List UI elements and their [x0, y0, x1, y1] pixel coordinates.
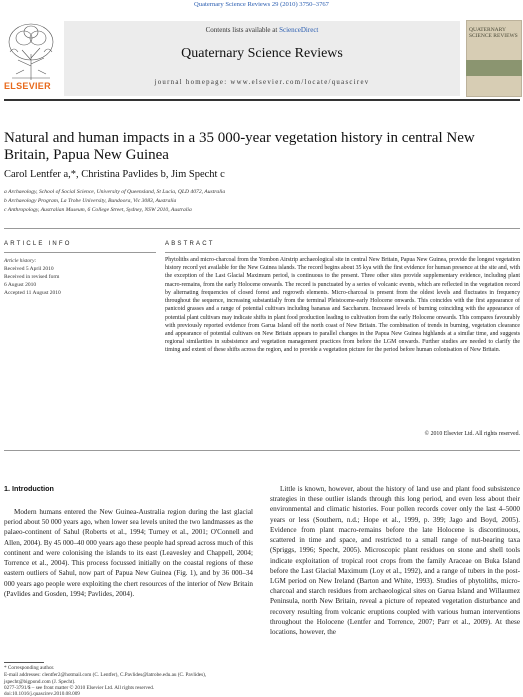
- doi-link[interactable]: doi:10.1016/j.quascirev.2010.08.009: [4, 691, 80, 697]
- affiliation-a: a Archaeology, School of Social Science, University of Queensland, St Lucia, QLD 4072, Australia: [4, 189, 226, 195]
- cover-title: QUATERNARY SCIENCE REVIEWS: [469, 27, 518, 39]
- section-heading-introduction: 1. Introduction: [4, 484, 54, 493]
- history-line: Accepted 11 August 2010: [4, 290, 61, 296]
- elsevier-tree-logo: [4, 20, 59, 82]
- affiliation-b: b Archaeology Program, La Trobe University, Bundoora, Vic 3083, Australia: [4, 198, 177, 204]
- journal-title: Quaternary Science Reviews: [181, 46, 343, 61]
- history-line: Received 5 April 2010: [4, 266, 54, 272]
- email-addresses[interactable]: E-mail addresses: clentfer2@hotmail.com (C. Lentfer), C.Pavlides@latrobe.edu.au (C. Pavlides), jspecht@bigpond.com (J. Specht).: [4, 672, 207, 685]
- history-label: Article history:: [4, 258, 37, 264]
- history-line: 6 August 2010: [4, 282, 37, 288]
- abstract-text: Phytoliths and micro-charcoal from the Yombon Airstrip archaeological site in central New Britain, Papua New Guinea, provide the longest vegetation history record yet available for the New Guinea islands. The record begins about 35 kya with the first evidence for human presence at the site and, with the exception of the Last Glacial Maximum period, is continuous to the present. Three other sites provide supplementary evidence, including plant macro-remains, from the early Holocene onwards. The record is punctuated by a series of volcanic events, which are reflected in the vegetation record by alternating frequencies of closed forest and regrowth elements. Micro-charcoal is present from the oldest levels and fluctuates in frequency throughout the sequence, increasing substantially from the terminal Pleistocene-early Holocene onwards. This coincides with the first appearance of panicoid grasses and a range of potential cultivars including bananas and Saccharum. Increased levels of burning coinciding with the appearance of potential plant cultivars may indicate shifts in plant food production leading to cultivation from the early Holocene onwards. This compares favourably with previously reported evidence from Garua Island off the north coast of New Britain. The combination of trends in burning, vegetation clearance and appearance of potential cultivars on New Britain appears to parallel changes in the Papua New Guinea highlands at a similar time, and suggests regional similarities in subsistence and vegetation management practices from before the LGM onwards. Further studies are needed to clarify the timing and extent of these shifts across the region, and to provide a vegetation picture for the period before human colonisation of New Britain.: [165, 257, 520, 354]
- sciencedirect-link[interactable]: ScienceDirect: [279, 26, 319, 34]
- affiliation-c: c Anthropology, Australian Museum, 6 College Street, Sydney, NSW 2010, Australia: [4, 207, 192, 213]
- abstract-rule: [165, 252, 520, 253]
- elsevier-wordmark[interactable]: ELSEVIER: [4, 81, 51, 91]
- journal-citation[interactable]: Quaternary Science Reviews 29 (2010) 3750–3767: [194, 1, 329, 8]
- issn-line: 0277-3791/$ – see front matter © 2010 Elsevier Ltd. All rights reserved.: [4, 685, 155, 691]
- cover-stripe: [466, 60, 522, 76]
- copyright-notice: © 2010 Elsevier Ltd. All rights reserved.: [424, 431, 520, 437]
- header-rule: [4, 99, 520, 101]
- corresponding-author-note: * Corresponding author.: [4, 665, 55, 671]
- affiliation-rule: [4, 228, 520, 229]
- journal-homepage[interactable]: journal homepage: www.elsevier.com/locate/quascirev: [154, 79, 370, 86]
- abstract-bottom-rule: [4, 450, 520, 451]
- article-info-rule: [4, 252, 156, 253]
- author-list: Carol Lentfer a,*, Christina Pavlides b, Jim Specht c: [4, 169, 225, 180]
- contents-line: [64, 26, 460, 34]
- intro-paragraph-1: Modern humans entered the New Guinea-Australia region during the last glacial period about 50 000 years ago, when lower sea levels united the two landmasses as the palaeo-continent of Sahul (Roberts et al., 1994; Turney et al., 2001; O'Connell and Allen, 2004). By 45 000–40 000 years ago these people had spread across much of this continent and were colonising the islands to its east (Leavesley and Chappell, 2004; Torrence et al., 2004). This process focussed initially on the coastal regions of these eastern outliers of Sahul, now part of Papua New Guinea (Fig. 1), and by 36 000–34 000 years ago people were exploiting the chert resources of the interior of New Britain (Pavlides and Gosden, 1994; Pavlides, 2004).: [4, 508, 253, 598]
- article-title: Natural and human impacts in a 35 000-year vegetation history in central New Britain, Papua New Guinea: [4, 130, 475, 163]
- footnote-rule: [4, 662, 44, 663]
- intro-paragraph-2: Little is known, however, about the history of land use and plant food subsistence strategies in these outlier islands through this long period, and even less about their environmental and climatic histories. Four pollen records cover only the last 4–5000 years or less (Southern, n.d.; Hope et al., 1999, p. 399; Jago and Boyd, 2005). Evidence from plant macro-remains before the late Holocene is discontinuous, scattered in time and space, and restricted to a small range of nut-bearing taxa (Spriggs, 1996; Specht, 2005). Microscopic plant residues on stone and shell tools indicate exploitation of tropical root crops from the family Araceae on Buka Island before the Last Glacial Maximum (Loy et al., 1992), and a range of tubers in the post-LGM period on New Ireland (Barton and White, 1993). Studies of phytoliths, micro-charcoal and starch residues from archaeological sites on Garua Island and Willaumez Peninsula, north New Britain, reveal a picture of repeated vegetation disturbance and recovery resulting from volcanic eruptions coupled with various human interventions throughout the Holocene (Lentfer and Torrence, 2007; Parr et al., 2009). At these locations, however, the: [270, 485, 520, 637]
- history-line: Received in revised form: [4, 274, 60, 280]
- abstract-heading: ABSTRACT: [165, 241, 215, 247]
- contents-prefix: Contents lists available at: [205, 26, 278, 34]
- article-info-heading: ARTICLE INFO: [4, 241, 72, 247]
